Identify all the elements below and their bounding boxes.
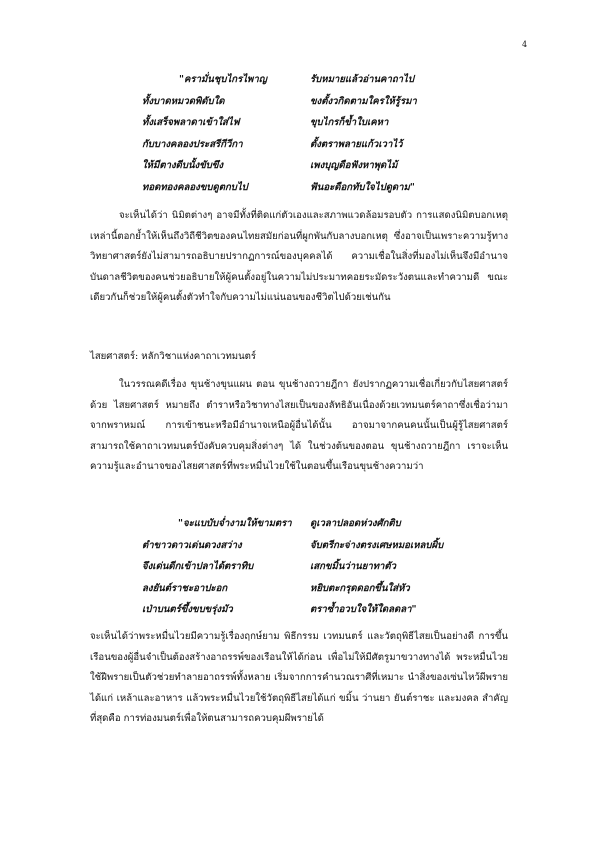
poem-row xyxy=(142,69,417,91)
poem-row xyxy=(142,535,443,557)
paragraph-text: ในวรรณคดีเรื่อง ขุนช้างขุนแผน ตอน ขุนช้างถวายฎีกา ยังปรากฏความเชื่อเกี่ยวกับไสยศาสตร์ด้วย ไสยศาสตร์ หมายถึง ตำราหรือวิชาทางไสยเป็นของลัทธิอันเนื่องด้วยเวทมนตร์คาถาซึ่งเชื่อว่ามาจากพราหมณ์ การเข้าชนะหรือมีอำนาจเหนือผู้อื่นได้นั้น อาจมาจากคนคนนั้นเป็นผู้รู้ไสยศาสตร์ สามารถใช้คาถาเวทมนตร์บังคับควบคุมสิ่งต่างๆ ได้ ในช่วงต้นของตอน ขุนช้างถวายฎีกา เราจะเห็นความรู้และอำนาจของไสยศาสตร์ที่พระหมื่นไวยใช้ในตอนขึ้นเรือนขุนช้างความว่า xyxy=(90,379,508,472)
page-number: 4 xyxy=(522,40,528,49)
poem-line-right: รับหมายแล้วอ่านคาถาไป xyxy=(310,74,414,85)
poem-line-left: เป่าบนตร์ขึ้งขบขรุ่งมัว xyxy=(142,604,233,616)
poem-line-left: ทั้งบาดหมวดพิดับใด xyxy=(142,95,225,107)
poem-line-right: เสกขมิ้นว่านยาทาตัว xyxy=(310,561,397,573)
body-paragraph-2 xyxy=(90,375,508,478)
section-heading: ไสยศาสตร์: หลักวิชาแห่งคาถาเวทมนตร์ xyxy=(90,351,257,362)
poem-row xyxy=(142,134,417,156)
poem-line-right: ดูเวลาปลอดห่วงศักติบ xyxy=(310,518,401,529)
poem-line-right: ขงตั้งวกิดตามใครให้รู้รมา xyxy=(310,95,417,107)
poem-row xyxy=(142,91,417,113)
poem-line-left: กับบางคลองประสรีกีวีกา xyxy=(142,138,243,150)
poem-line-left: "ครามั่นชุบไกรไพาญ xyxy=(179,74,267,85)
poem-line-left: จึงเด่นดีกเข้าปลาได้ตราทิบ xyxy=(142,561,254,573)
poem-row xyxy=(142,177,417,199)
body-paragraph-3 xyxy=(90,627,508,730)
poem-row xyxy=(142,155,417,177)
poem-line-right: หยิบตะกรุดดอกขึ้นใส่หัว xyxy=(310,582,410,594)
poem-row xyxy=(142,578,443,600)
poem-line-right: ตั้งตราพลายแก้วเวาไว้ xyxy=(310,138,403,150)
poem-line-right: ขุบไกรก็ข้ำใบเคหา xyxy=(310,117,389,129)
poem-line-left: ทั้งเสร็จพลาดาเข้าใส่ไฟ xyxy=(142,117,240,129)
poem-line-left: ลงยันต์ราชะอาปะอก xyxy=(142,582,228,594)
poem-line-left: ให้มีตางดีบนั้งขับขึง xyxy=(142,160,224,172)
paragraph-text: จะเห็นได้ว่า นิมิตต่างๆ อาจมีทั้งที่ติดแก่ตัวเองและสภาพแวดล้อมรอบตัว การแสดงนิมิตบอกเหตุเหล่านี้ตอกย้ำให้เห็นถึงวิถีชีวิตของคนไทยสมัยก่อนที่ผูกพันกับลางบอกเหตุ ซึ่งอาจเป็นเพราะความรู้ทางวิทยาศาสตร์ยังไม่สามารถอธิบายปรากฏการณ์ของบุคคลได้ ความเชื่อในสิ่งที่มองไม่เห็นจึงมีอำนาจบันดาลชีวิตของคนช่วยอธิบายให้ผู้คนตั้งอยู่ในความไม่ประมาทคอยระมัดระวังตนและทำความดี ขณะเดียวกันก็ช่วยให้ผู้คนตั้งตัวทำใจกับความไม่แน่นอนของชีวิตไปด้วยเช่นกัน xyxy=(90,210,508,303)
poem-row xyxy=(142,112,417,134)
poem-line-left: "จะแบบับจ่ำงามให้ขามตรา xyxy=(178,518,292,529)
poem-line-right: ตราซ้ำอวบใจให้ใดลดลา" xyxy=(310,604,417,616)
poem-row xyxy=(142,599,443,621)
poem-stanza-2 xyxy=(142,513,443,621)
poem-line-left: ตำขาวดาวเด่นดวงสว่าง xyxy=(142,539,242,551)
poem-line-right: ฟันอะดือกทับใจไปดูดาม" xyxy=(310,181,415,193)
poem-line-left: ทอดทองคลองขบดูตกบไป xyxy=(142,181,248,193)
poem-stanza-1 xyxy=(142,69,417,199)
body-paragraph-1 xyxy=(90,206,508,309)
poem-row xyxy=(142,513,443,535)
poem-line-right: เพงบุญดือฟังหาพุดไม้ xyxy=(310,160,398,172)
paragraph-text: จะเห็นได้ว่าพระหมื่นไวยมีความรู้เรื่องฤกษ์ยาม พิธีกรรม เวทมนตร์ และวัตถุพิธีไสยเป็นอย่างดี การขึ้นเรือนของผู้อื่นจำเป็นต้องสร้างอาถรรพ์ของเรือนให้ได้ก่อน เพื่อไม่ให้มีศัตรูมาขวางทางได้ พระหมื่นไวยใช้ฝีพรายเป็นตัวช่วยทำลายอาถรรพ์ทั้งหลาย เริ่มจากการคำนวณราศีที่เหมาะ นำสิ่งของเซ่นไหว้ผีพรายได้แก่ เหล้าและอาหาร แล้วพระหมื่นไวยใช้วัตถุพิธีไสยได้แก่ ขมิ้น ว่านยา ยันต์ราชะ และมงคล สำคัญที่สุดคือ การท่องมนตร์เพื่อให้ตนสามารถควบคุมผีพรายได้ xyxy=(90,631,508,724)
poem-line-right: จับตรีกะจ่างตรงเศษหมอเหลบผิ้บ xyxy=(310,539,444,551)
poem-row xyxy=(142,556,443,578)
